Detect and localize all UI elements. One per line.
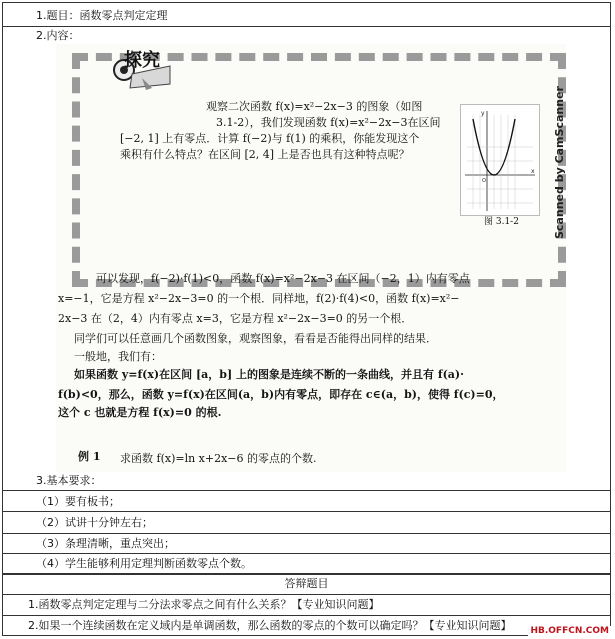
requirement-item: （1）要有板书； <box>36 495 120 508</box>
section-divider <box>2 573 611 575</box>
content-label: 2.内容： <box>36 29 80 42</box>
theorem-line: 这个 c 也就是方程 f(x)=0 的根. <box>58 406 222 419</box>
topic-title: 1.题目：函数零点判定定理 <box>36 9 168 22</box>
explore-line: [−2, 1] 上有零点．计算 f(−2)与 f(1) 的乘积，你能发现这个 <box>120 132 420 145</box>
site-logo: HB.OFFCN.COM <box>530 626 609 636</box>
divider <box>2 490 611 491</box>
theorem-line: 如果函数 y=f(x)在区间 [a，b] 上的图象是连续不断的一条曲线，并且有 f(a)· <box>74 368 464 381</box>
divider <box>2 26 611 27</box>
divider <box>2 511 611 512</box>
body-line: 可以发现，f(−2)·f(1)<0，函数 f(x)=x²−2x−3 在区间（−2，1）内有零点 <box>96 272 470 285</box>
svg-text:O: O <box>482 178 486 184</box>
figure-caption: 图 3.1-2 <box>484 217 519 227</box>
divider <box>2 594 611 595</box>
svg-text:x: x <box>531 168 535 175</box>
body-line: 同学们可以任意画几个函数图象，观察图象，看看是否能得出同样的结果． <box>74 332 437 345</box>
parabola-figure <box>460 104 540 216</box>
camscanner-watermark <box>552 44 566 244</box>
explore-line: 观察二次函数 f(x)=x²−2x−3 的图象（如图 <box>206 100 423 113</box>
defense-question: 2.如果一个连续函数在定义域内是单调函数，那么函数的零点的个数可以确定吗？【专业知识问题】 <box>28 619 512 632</box>
explore-line: 3.1-2），我们发现函数 f(x)=x²−2x−3在区间 <box>216 116 441 129</box>
divider <box>2 553 611 554</box>
requirement-item: （4）学生能够利用定理判断函数零点个数。 <box>36 557 252 570</box>
defense-heading: 答辩题目 <box>284 577 329 590</box>
defense-question: 1.函数零点判定定理与二分法求零点之间有什么关系？【专业知识问题】 <box>28 598 380 611</box>
svg-text:Scanned by CamScanner: Scanned by CamScanner <box>553 86 566 239</box>
body-line: x=−1，它是方程 x²−2x−3=0 的一个根．同样地，f(2)·f(4)<0，函数 f(x)=x²− <box>58 292 460 305</box>
divider <box>2 533 611 534</box>
explore-label: 探究 <box>124 50 160 71</box>
requirement-item: （3）条理清晰，重点突出； <box>36 537 175 550</box>
body-line: 一般地，我们有： <box>74 350 162 363</box>
example-label: 例 1 <box>78 450 101 463</box>
textbook-scan <box>56 44 566 472</box>
divider <box>2 615 611 616</box>
example-text: 求函数 f(x)=ln x+2x−6 的零点的个数. <box>120 452 317 465</box>
requirement-item: （2）试讲十分钟左右； <box>36 516 153 529</box>
explore-line: 乘积有什么特点？在区间 [2, 4] 上是否也具有这种特点呢？ <box>120 148 410 161</box>
body-line: 2x−3 在（2，4）内有零点 x=3，它是方程 x²−2x−3=0 的另一个根． <box>58 312 413 325</box>
svg-text:y: y <box>481 110 485 117</box>
requirements-heading: 3.基本要求： <box>36 474 102 487</box>
theorem-line: f(b)<0，那么，函数 y=f(x)在区间(a，b)内有零点，即存在 c∈(a，b)，使得 f(c)=0， <box>58 388 504 401</box>
